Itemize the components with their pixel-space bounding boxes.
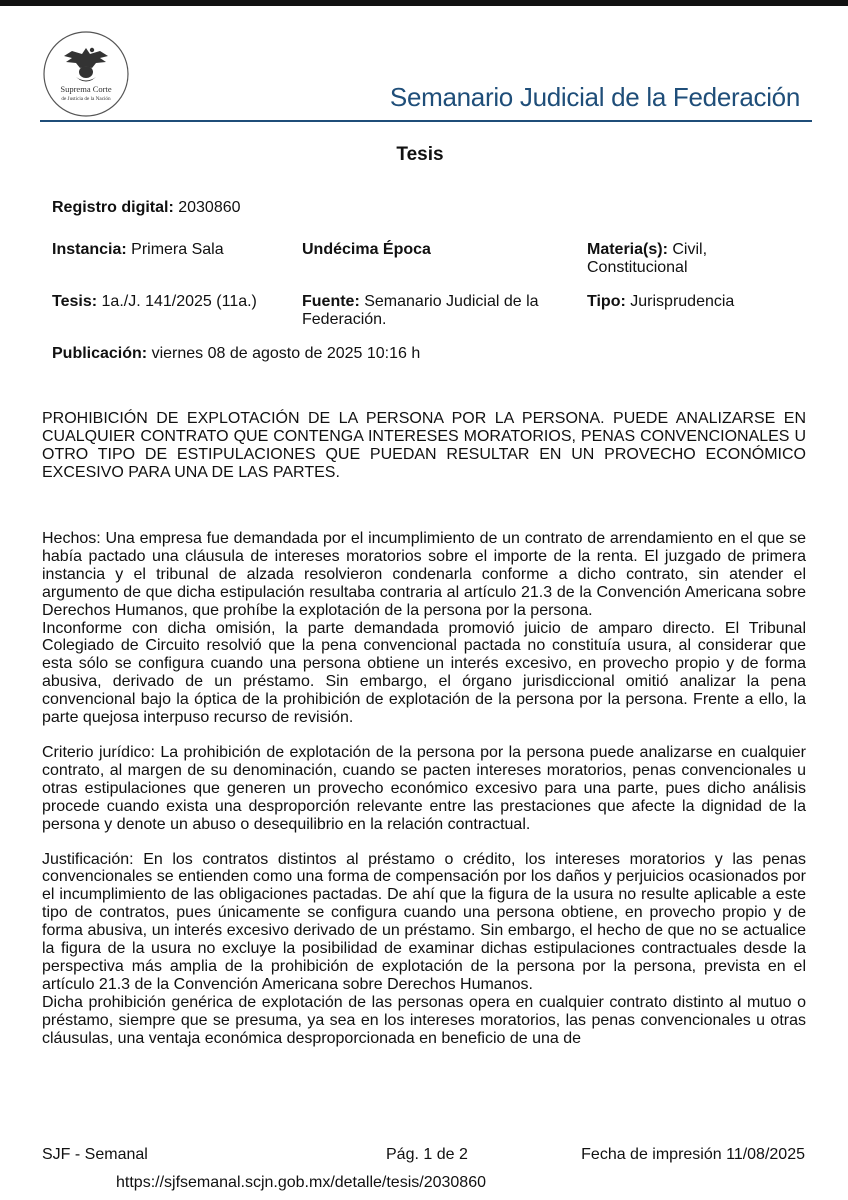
justificacion-paragraph-2: Dicha prohibición genérica de explotación de las personas opera en cualquier contrato distinto al mutuo o préstamo, siempre que se presuma, ya sea en los intereses moratorios, las penas convencionales u otras cláusulas, una ventaja económica desproporcionada en beneficio de una de	[42, 993, 806, 1047]
publicacion	[52, 345, 420, 363]
logo-text-1: Suprema Corte	[60, 84, 112, 94]
logo-text-2: de Justicia de la Nación	[61, 96, 111, 102]
footer-page: Pág. 1 de 2	[386, 1146, 468, 1163]
registro-value: 2030860	[178, 199, 241, 216]
hechos-paragraph-2: Inconforme con dicha omisión, la parte demandada promovió juicio de amparo directo. El Tribunal Colegiado de Circuito resolvió que la pena convencional pactada no constituía usura, al considerar que esta sólo se configura cuando una persona obtiene un interés excesivo, en provecho propio y de forma abusiva, derivado de un préstamo. Sin embargo, el órgano jurisdiccional omitió analizar la pena convencional bajo la óptica de la prohibición de explotación de la persona por la persona. Frente a ello, la parte quejosa interpuso recurso de revisión.	[42, 619, 806, 727]
epoca	[302, 241, 431, 259]
registro-digital	[52, 199, 241, 217]
materias-value-1: Civil,	[672, 241, 708, 258]
footer-url-link[interactable]: https://sjfsemanal.scjn.gob.mx/detalle/tesis/2030860	[116, 1174, 486, 1191]
scjn-logo-icon	[42, 30, 130, 118]
tesis-value: 1a./J. 141/2025 (11a.)	[101, 293, 257, 310]
tipo-label: Tipo:	[587, 293, 626, 310]
fuente-label: Fuente:	[302, 293, 360, 310]
publicacion-value: viernes 08 de agosto de 2025 10:16 h	[151, 345, 421, 362]
instancia-value: Primera Sala	[131, 241, 224, 258]
publicacion-label: Publicación:	[52, 345, 148, 362]
footer-print-date: Fecha de impresión 11/08/2025	[581, 1146, 805, 1163]
header-divider	[40, 120, 812, 122]
materias-value-2: Constitucional	[587, 259, 688, 276]
footer-left: SJF - Semanal	[42, 1146, 148, 1163]
materias-label: Materia(s):	[587, 241, 668, 258]
tesis-number	[52, 293, 257, 311]
fuente-value-1: Semanario Judicial de la	[364, 293, 539, 310]
tipo-value: Jurisprudencia	[630, 293, 735, 310]
fuente-value-2: Federación.	[302, 311, 387, 328]
instancia-label: Instancia:	[52, 241, 127, 258]
materias	[587, 241, 707, 277]
justificacion-paragraph: Justificación: En los contratos distintos al préstamo o crédito, los intereses moratorios y las penas convencionales se entienden como una forma de compensación por los daños y perjuicios ocasionados por el incumplimiento de las obligaciones pactadas. De ahí que la figura de la usura no resulte aplicable a este tipo de contratos, pues únicamente se configura cuando una persona obtiene, en provecho propio y de forma abusiva, un interés excesivo derivado de un préstamo. Sin embargo, el hecho de que no se actualice la figura de la usura no excluye la posibilidad de examinar dichas estipulaciones contractuales desde la perspectiva más amplia de la prohibición de explotación de la persona por la persona, prevista en el artículo 21.3 de la Convención Americana sobre Derechos Humanos.	[42, 850, 806, 993]
top-border	[0, 0, 848, 6]
epoca-value: Undécima Época	[302, 241, 431, 258]
instancia	[52, 241, 224, 259]
tesis-body	[42, 530, 806, 1047]
registro-label: Registro digital:	[52, 199, 174, 216]
tesis-label: Tesis:	[52, 293, 98, 310]
fuente	[302, 293, 539, 329]
tipo	[587, 293, 734, 311]
hechos-paragraph: Hechos: Una empresa fue demandada por el incumplimiento de un contrato de arrendamiento en el que se había pactado una cláusula de intereses moratorios sobre el importe de la renta. El juzgado de primera instancia y el tribunal de alzada resolvieron condenarla conforme a dicho contrato, sin atender el argumento de que dicha estipulación resultaba contraria al artículo 21.3 de la Convención Americana sobre Derechos Humanos, que prohíbe la explotación de la persona por la persona.	[42, 530, 806, 619]
page-title: Tesis	[396, 144, 444, 165]
tesis-rubro: PROHIBICIÓN DE EXPLOTACIÓN DE LA PERSONA POR LA PERSONA. PUEDE ANALIZARSE EN CUALQUIER CONTRATO QUE CONTENGA INTERESES MORATORIOS, PENAS CONVENCIONALES U OTRO TIPO DE ESTIPULACIONES QUE PUEDAN RESULTAR EN UN PROVECHO ECONÓMICO EXCESIVO PARA UNA DE LAS PARTES.	[42, 410, 806, 481]
site-title: Semanario Judicial de la Federación	[389, 82, 800, 112]
criterio-paragraph: Criterio jurídico: La prohibición de explotación de la persona por la persona puede analizarse en cualquier contrato, al margen de su denominación, cuando se pacten intereses moratorios, penas convencionales u otras estipulaciones que generen un provecho económico excesivo para una parte, pues dicho análisis procede cuando exista una desproporción relevante entre las prestaciones que afecte la dignidad de la persona y denote un abuso o desequilibrio en la relación contractual.	[42, 743, 806, 833]
